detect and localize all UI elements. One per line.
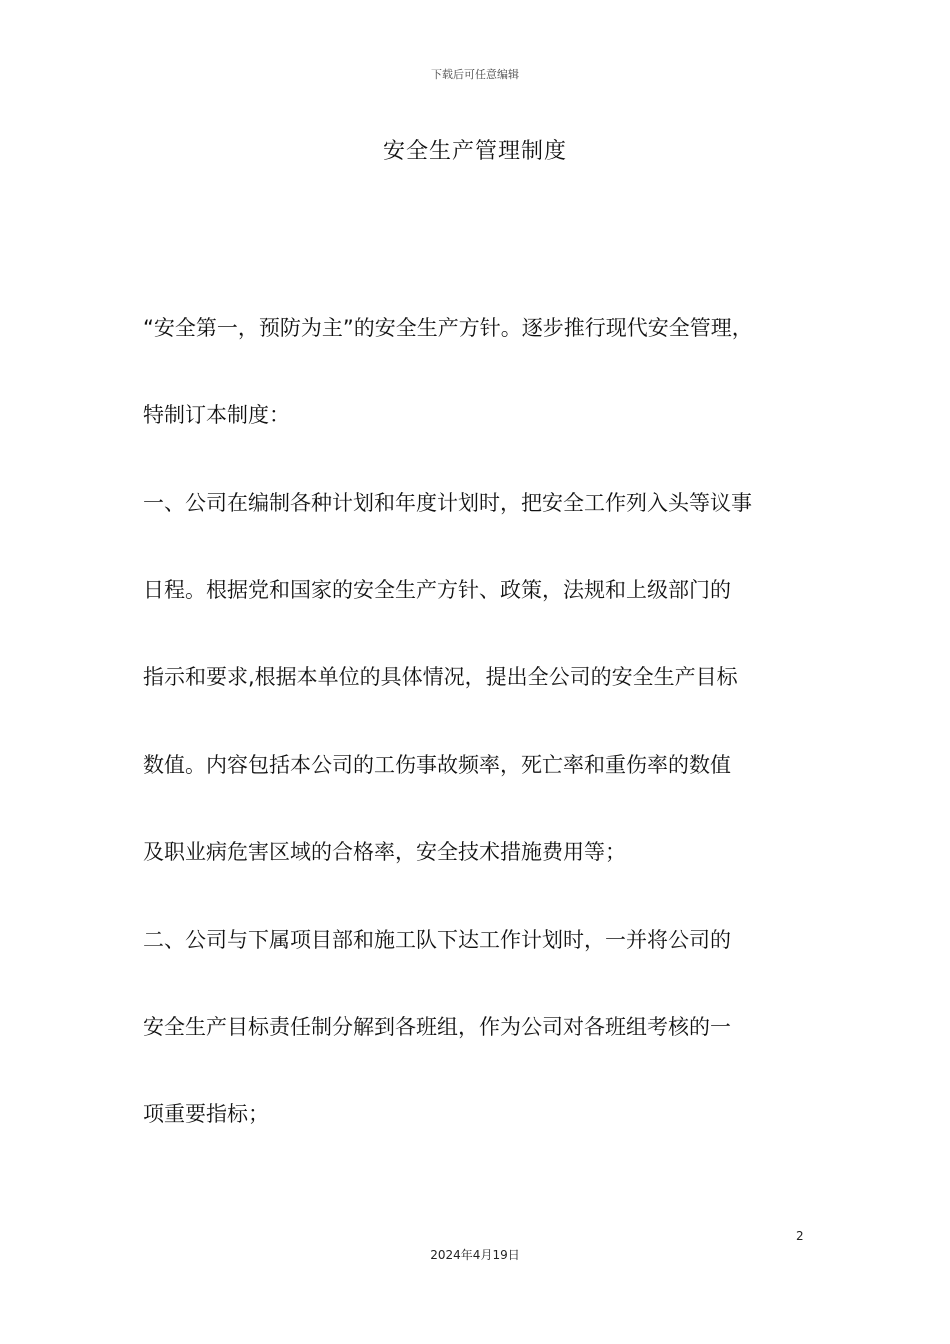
body-line-7: 及职业病危害区域的合格率，安全技术措施费用等； (143, 840, 626, 864)
body-line-2: 特制订本制度： (143, 403, 290, 427)
body-line-4: 日程。根据党和国家的安全生产方针、政策，法规和上级部门的 (143, 578, 731, 602)
body-line-9: 安全生产目标责任制分解到各班组，作为公司对各班组考核的一 (143, 1015, 731, 1039)
page-number: 2 (796, 1229, 804, 1243)
footer-date: 2024年4月19日 (430, 1248, 520, 1262)
body-line-5: 指示和要求,根据本单位的具体情况，提出全公司的安全生产目标 (143, 665, 738, 689)
body-line-3: 一、公司在编制各种计划和年度计划时，把安全工作列入头等议事 (143, 491, 752, 515)
header-note: 下载后可任意编辑 (431, 68, 519, 81)
body-line-10: 项重要指标； (143, 1102, 269, 1126)
document-title: 安全生产管理制度 (382, 139, 567, 164)
body-line-6: 数值。内容包括本公司的工伤事故频率，死亡率和重伤率的数值 (143, 753, 731, 777)
body-line-8: 二、公司与下属项目部和施工队下达工作计划时，一并将公司的 (143, 928, 731, 952)
body-line-1: “安全第一，预防为主”的安全生产方针。逐步推行现代安全管理， (143, 316, 753, 340)
